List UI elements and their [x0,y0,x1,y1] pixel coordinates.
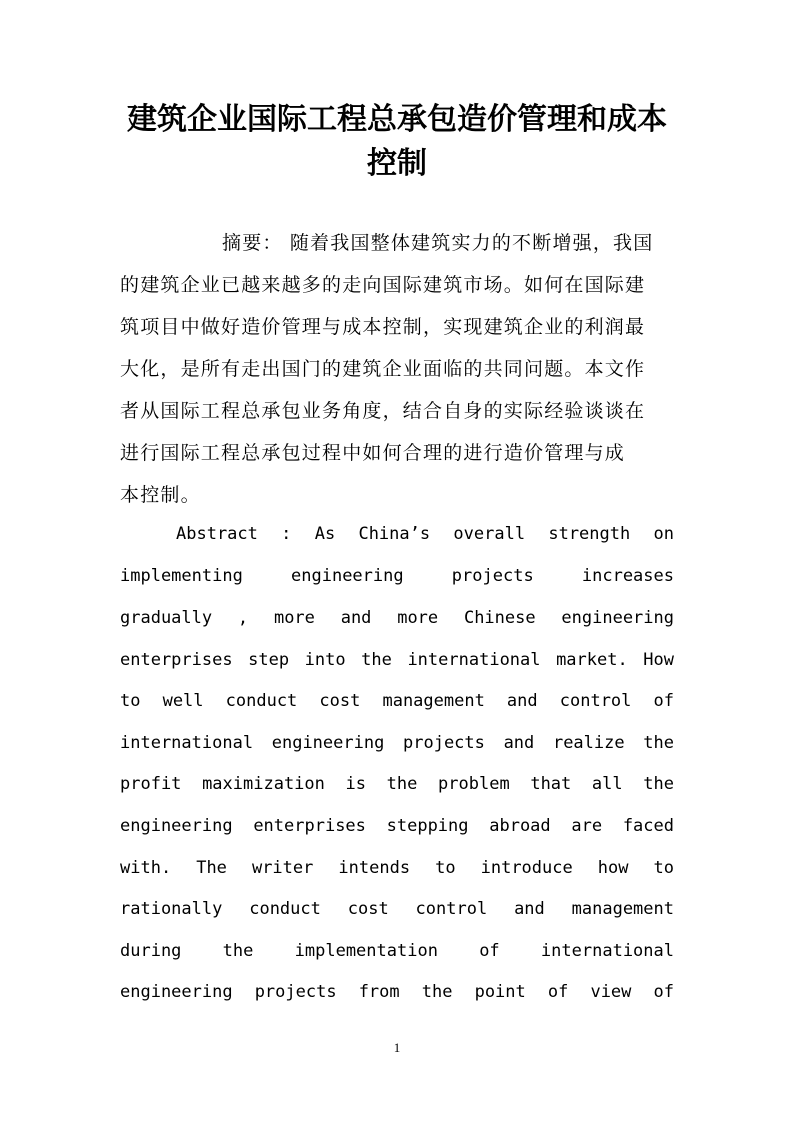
abstract-cn-line-5: 者从国际工程总承包业务角度，结合自身的实际经验谈谈在 [120,400,646,422]
abstract-en-line-1: Abstract : As China’s overall strength on [176,524,674,544]
abstract-en-line-5: to well conduct cost management and control of [120,691,674,711]
abstract-cn-line-3: 筑项目中做好造价管理与成本控制，实现建筑企业的利润最 [120,316,646,338]
abstract-cn-line-2: 的建筑企业已越来越多的走向国际建筑市场。如何在国际建 [120,274,646,296]
abstract-cn-line-4: 大化，是所有走出国门的建筑企业面临的共同问题。本文作 [120,358,646,380]
abstract-en-line-9: with. The writer intends to introduce how to [120,858,674,878]
abstract-cn-line-6: 进行国际工程总承包过程中如何合理的进行造价管理与成 [120,442,626,464]
document-title-line-1: 建筑企业国际工程总承包造价管理和成本 [127,102,667,137]
page-number: 1 [393,1040,401,1055]
abstract-en-line-7: profit maximization is the problem that all the [120,774,674,794]
abstract-en-line-8: engineering enterprises stepping abroad are faced [120,816,674,836]
abstract-en-line-6: international engineering projects and realize the [120,733,674,753]
abstract-en-line-12: engineering projects from the point of view of [120,982,674,1002]
document-title-line-2: 控制 [367,146,427,181]
abstract-en-line-3: gradually , more and more Chinese engineering [120,608,674,628]
abstract-en-line-4: enterprises step into the international market. How [120,650,674,670]
abstract-cn-line-7: 本控制。 [120,484,201,506]
abstract-cn-line-1: 摘要： 随着我国整体建筑实力的不断增强，我国 [222,232,654,254]
abstract-en-line-2: implementing engineering projects increases [120,566,674,586]
abstract-en-line-11: during the implementation of international [120,941,674,961]
abstract-en-line-10: rationally conduct cost control and management [120,899,674,919]
